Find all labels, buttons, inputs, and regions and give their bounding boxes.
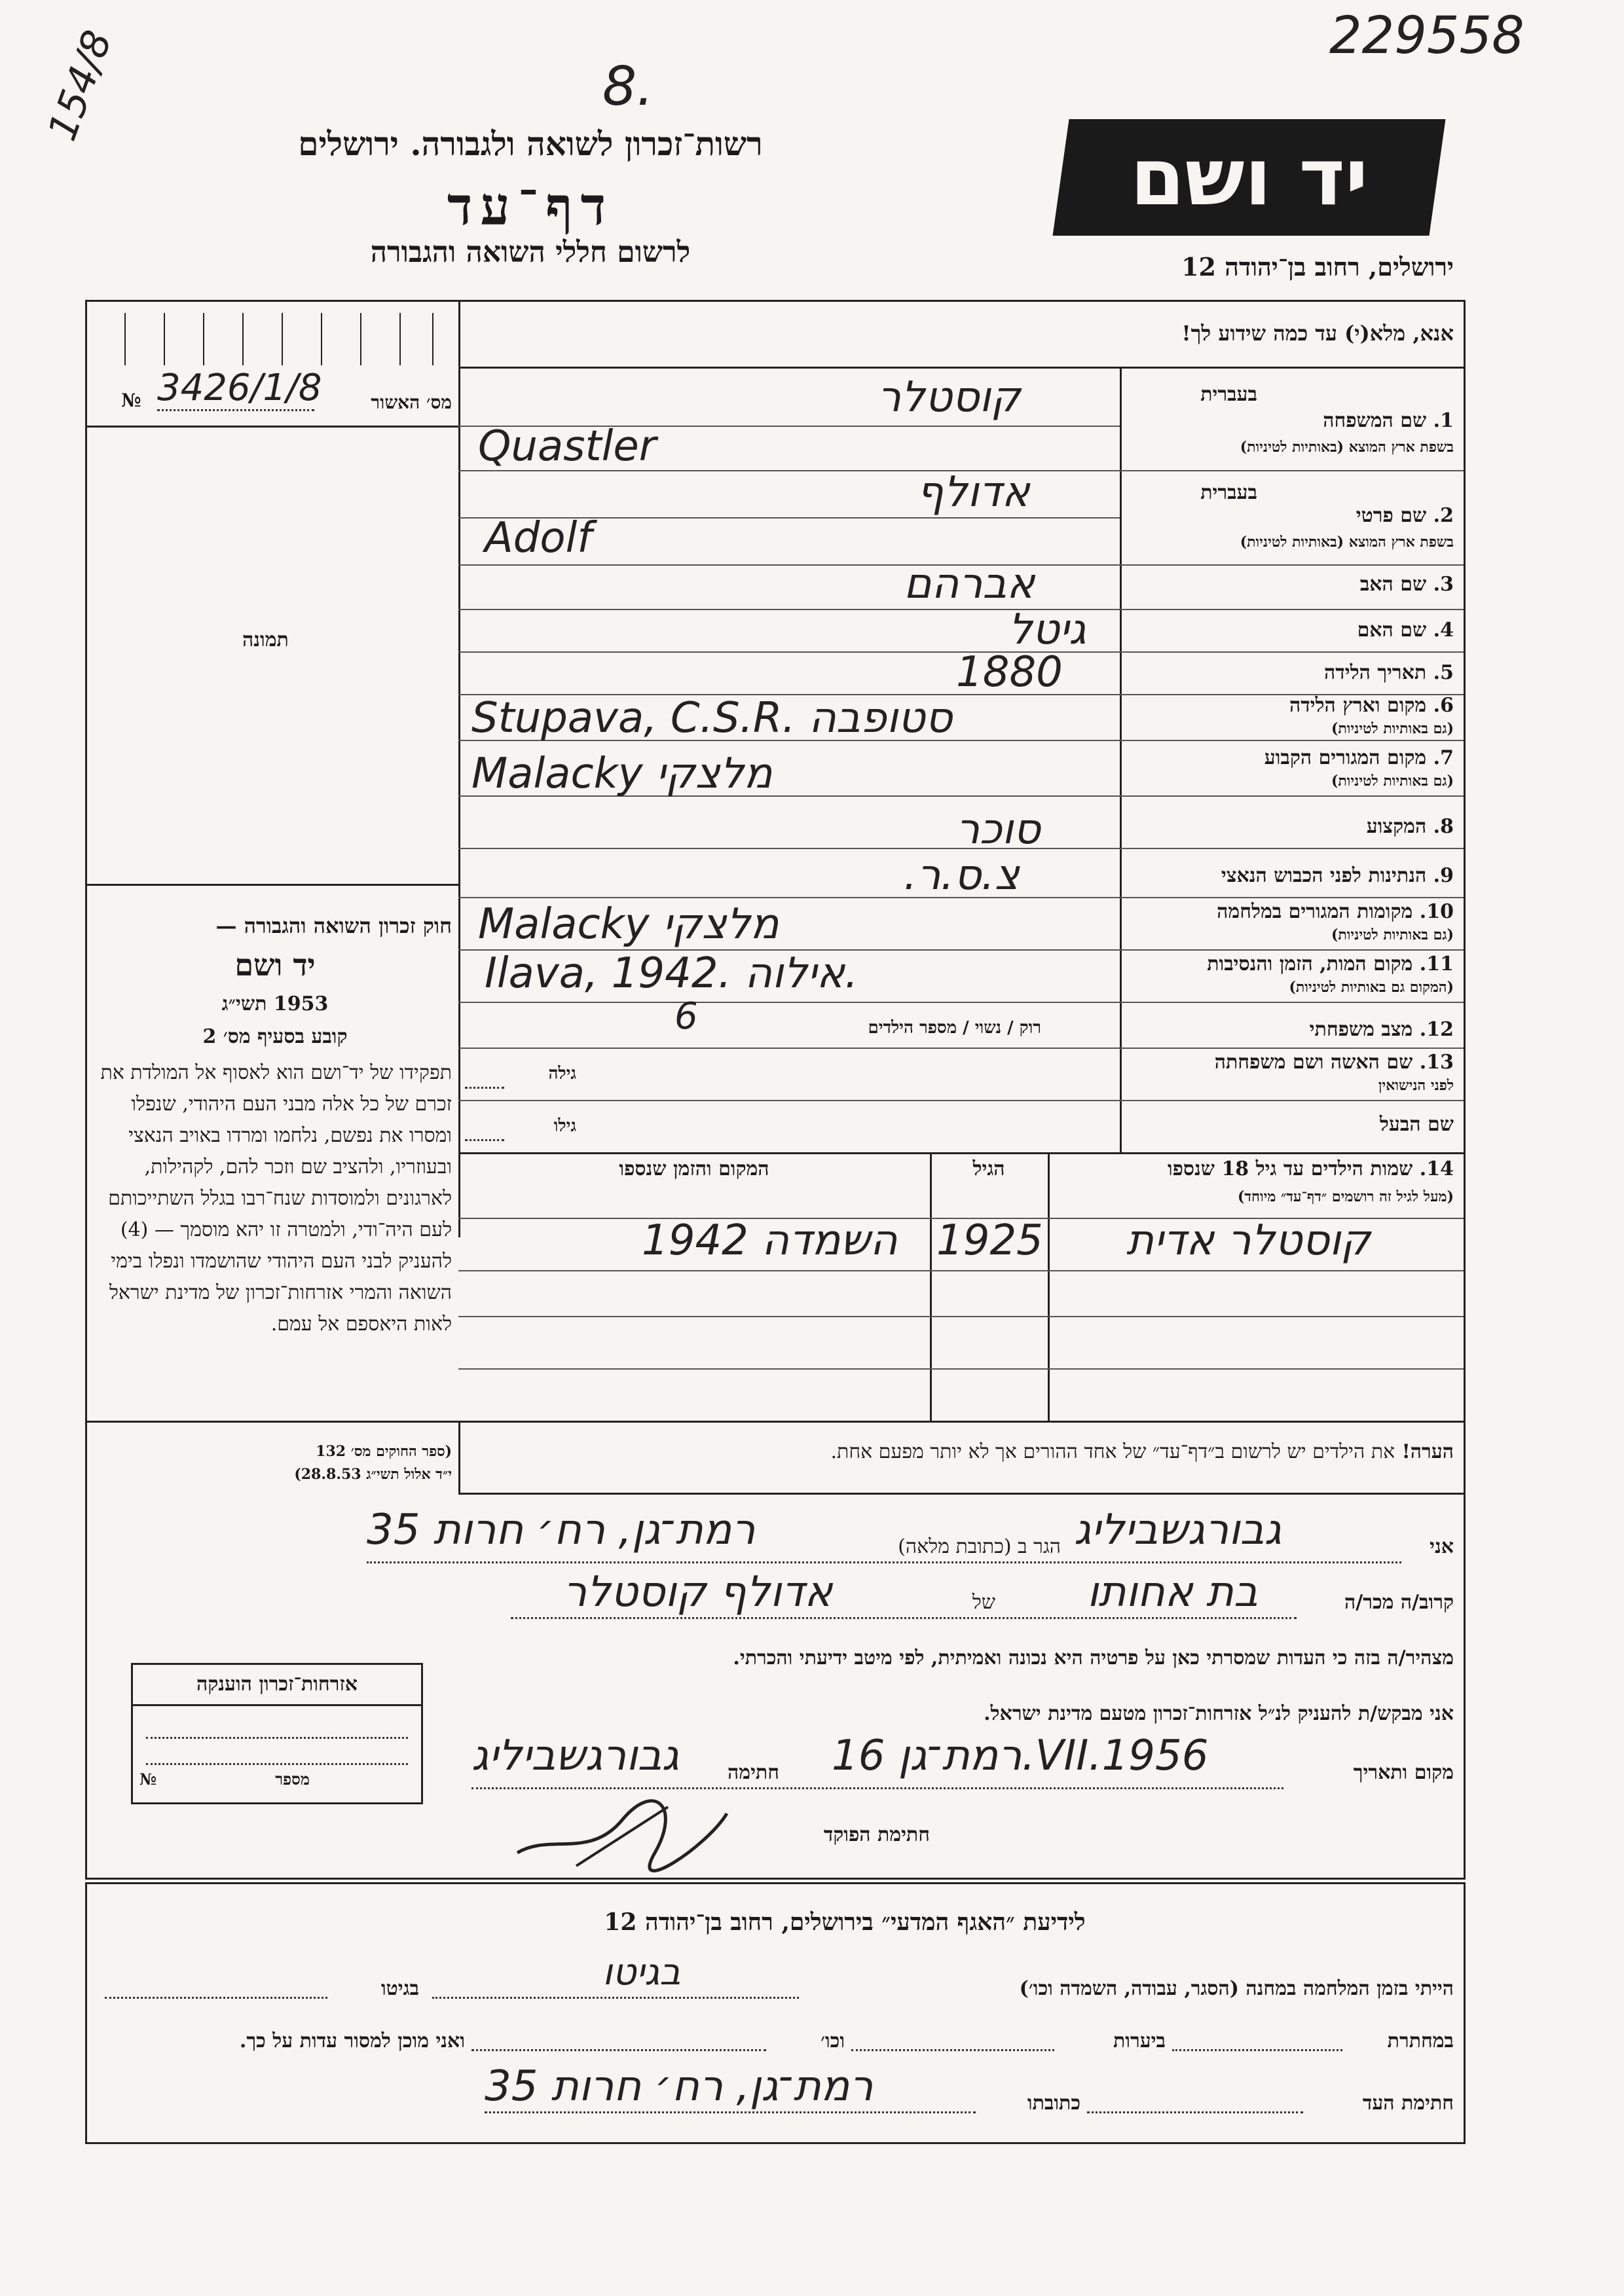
field-2-hebrew: אדולף	[917, 468, 1030, 517]
field-7-value: Malacky מלצקי	[471, 750, 773, 798]
intro-text: אנא, מלא(י) עד כמה שידוע לך!	[1181, 321, 1454, 346]
field-1-label: 1. שם המשפחה	[1323, 409, 1454, 432]
declarant-relation: בת אחותו	[1087, 1568, 1258, 1616]
field-2-latin: Adolf	[485, 514, 592, 562]
field-5-label: 5. תאריך הלידה	[1324, 661, 1454, 684]
form-title: דף־עד	[447, 175, 614, 237]
children-col-age: הגיל	[972, 1157, 1005, 1180]
wife-age-label: גילה	[548, 1064, 576, 1084]
field-12-children-count: 6	[674, 995, 698, 1038]
field-8-label: 8. המקצוע	[1366, 815, 1454, 838]
declarant-resides: הגר ב (כתובת מלאה)	[898, 1535, 1061, 1558]
field-9-value: צ.ס.ר.	[904, 851, 1020, 900]
declarant-i: אני	[1430, 1535, 1454, 1558]
bottom-title: לידיעת ״האגף המדעי״ בירושלים, רחוב בן־יהודה 12	[604, 1908, 1086, 1936]
field-1-latin: Quastler	[478, 422, 657, 471]
law-clause: קובע בסעיף מס׳ 2	[202, 1025, 348, 1048]
field-10-value: Malacky מלצקי	[478, 900, 779, 949]
forests-label: ביערות	[1113, 2030, 1166, 2052]
children-col-place: המקום והזמן שנספו	[619, 1157, 769, 1180]
corner-left-mark: 154/8	[39, 24, 121, 147]
photo-label: תמונה	[242, 629, 289, 651]
camp-value: בגיטו	[602, 1951, 681, 1994]
declarant-relative-label: קרוב/ה מכר/ה	[1344, 1591, 1454, 1614]
field-12-options: רוק / נשוי / מספר הילדים	[868, 1018, 1041, 1038]
sign-label: חתימה	[728, 1761, 779, 1784]
form-subtitle: לרשום חללי השואה והגבורה	[370, 236, 691, 269]
in-hebrew-1: בעברית	[1200, 383, 1257, 406]
children-label: 14. שמות הילדים עד גיל 18 שנספו	[1167, 1157, 1454, 1180]
yad-vashem-logo: יד ושם	[1052, 119, 1445, 236]
declarant-of: של	[972, 1591, 995, 1614]
declarant-address: רמת־גן, רח׳ חרות 35	[367, 1506, 756, 1554]
child-place: השמדה 1942	[642, 1216, 898, 1265]
field-1-hebrew: קוסטלר	[877, 373, 1021, 422]
address: ירושלים, רחוב בן־יהודה 12	[1181, 252, 1454, 282]
field-6-label: 6. מקום וארץ הלידה	[1289, 694, 1454, 717]
children-sub: (מעל לגיל זה רושמים ״דף־עד״ מיוחד)	[1237, 1188, 1454, 1205]
field-11-value: Ilava, 1942. אילוה.	[485, 949, 858, 998]
place-date-label: מקום ותאריך	[1353, 1761, 1454, 1784]
frame-bottom	[85, 1878, 1466, 1880]
field-4-value: גיטל	[1008, 606, 1086, 654]
citizenship-box: אזרחות־זכרון הוענקה מספר №	[131, 1663, 423, 1804]
field-6-sub: (גם באותיות לטיניות)	[1331, 720, 1454, 737]
etc-label: וכו׳	[821, 2030, 845, 2052]
approval-no-sign: №	[121, 390, 141, 411]
law-ref-2: י״ד אלול תשי״ג 28.8.53)	[294, 1466, 452, 1483]
field-3-value: אברהם	[904, 560, 1035, 608]
in-hebrew-2: בעברית	[1200, 481, 1257, 504]
ready-label: ואני מוכן למסור עדות על כך.	[239, 2030, 465, 2052]
law-year: 1953 תשי״ג	[221, 993, 329, 1015]
request-text: אני מבקש/ת להעניק לנ״ל אזרחות־זכרון מטעם מדינת ישראל.	[984, 1702, 1454, 1725]
field-7-sub: (גם באותיות לטיניות)	[1331, 773, 1454, 790]
approval-label: מס׳ האשור	[371, 392, 452, 413]
declarant-signature: גבורגשביליג	[471, 1732, 680, 1780]
child-age: 1925	[936, 1216, 1043, 1265]
field-10-sub: (גם באותיות לטיניות)	[1331, 926, 1454, 943]
field-13-label: 13. שם האשה ושם משפחתה	[1214, 1051, 1454, 1074]
top-mark: 8.	[602, 56, 654, 118]
note: הערה! את הילדים יש לרשום ב״דף־עד״ של אחד ההורים אך לא יותר מפעם אחת.	[830, 1440, 1454, 1463]
husband-label: שם הבעל	[1379, 1113, 1454, 1136]
camp-label: הייתי בזמן המלחמה במחנה (הסגר, עבודה, השמדה וכו׳)	[1019, 1977, 1454, 2000]
authority-heading: רשות־זכרון לשואה ולגבורה. ירושלים	[298, 124, 763, 163]
law-text: תפקידו של יד־ושם הוא לאסוף אל המולדת את זכרם של כל אלה מבני העם היהודי, שנפלו ומסרו את נפשם, נלחמו ומרדו באויב הנאצי ובעוזריו, ולהציב שם וזכר להם, לקהילות, לארגונים ולמוסדות שנח־רבו בגלל השתייכותם לעם היה־ודי, ולמטרה זו יהא מוסמך — (4) להעניק לבני העם היהודי שהושמדו ונפלו בימי השואה והמרי אזרחות־זכרון של מדינת ישראל לאות היאספם אל עמם.	[100, 1061, 452, 1336]
field-8-value: סוכר	[956, 805, 1041, 854]
official-sign-label: חתימת הפוקד	[823, 1823, 930, 1846]
field-3-label: 3. שם האב	[1359, 573, 1454, 596]
field-11-sub: (המקום גם באותיות לטיניות)	[1289, 979, 1454, 996]
child-name: קוסטלר אדית	[1126, 1216, 1371, 1265]
law-name: יד ושם	[234, 947, 316, 983]
field-10-label: 10. מקומות המגורים במלחמה	[1217, 900, 1454, 923]
field-7-label: 7. מקום המגורים הקבוע	[1264, 746, 1454, 769]
field-11-label: 11. מקום המות, הזמן והנסיבות	[1207, 953, 1454, 975]
frame-left	[85, 300, 87, 1880]
field-2-label: 2. שם פרטי	[1356, 504, 1454, 527]
field-9-label: 9. הנתינות לפני הכבוש הנאצי	[1221, 864, 1454, 887]
ghetto-label: בגיטו	[380, 1977, 419, 2000]
witness-address-label: כתובתו	[1027, 2092, 1080, 2115]
field-4-label: 4. שם האם	[1357, 619, 1454, 642]
archive-number: 229558	[1329, 7, 1524, 65]
declaration-text: מצהיר/ה בזה כי העדות שמסרתי כאן על פרטיה היא נכונה ואמיתית, לפי מיטב ידיעתי והכרתי.	[733, 1647, 1454, 1669]
witness-sign-label: חתימת העד	[1362, 2092, 1454, 2115]
husband-age-label: גילו	[553, 1116, 576, 1136]
declarant-name: גבורגשביליג	[1074, 1506, 1282, 1554]
field-1-sub: בשפת ארץ המוצא (באותיות לטיניות)	[1240, 439, 1454, 456]
field-2-sub: בשפת ארץ המוצא (באותיות לטיניות)	[1240, 534, 1454, 551]
declarant-of-name: אדולף קוסטלר	[563, 1568, 833, 1616]
official-signature	[511, 1794, 733, 1872]
approval-number: 3426/1/8	[157, 367, 322, 409]
law-ref-1: (ספר החוקים מס׳ 132	[316, 1443, 452, 1460]
field-6-value: Stupava, C.S.R. סטופבה	[471, 694, 953, 742]
frame-right	[1464, 300, 1466, 1880]
law-title: חוק זכרון השואה והגבורה —	[215, 913, 452, 938]
field-12-label: 12. מצב משפחתי	[1309, 1018, 1454, 1041]
underground-label: במחתרת	[1387, 2030, 1454, 2052]
field-5-value: 1880	[956, 648, 1063, 697]
witness-address-value: רמת־גן, רח׳ חרות 35	[485, 2062, 874, 2111]
place-date-value: רמת־גן 16.VII.1956	[832, 1732, 1209, 1780]
field-13-sub: לפני הנישואין	[1378, 1077, 1454, 1094]
frame-top	[85, 300, 1466, 302]
